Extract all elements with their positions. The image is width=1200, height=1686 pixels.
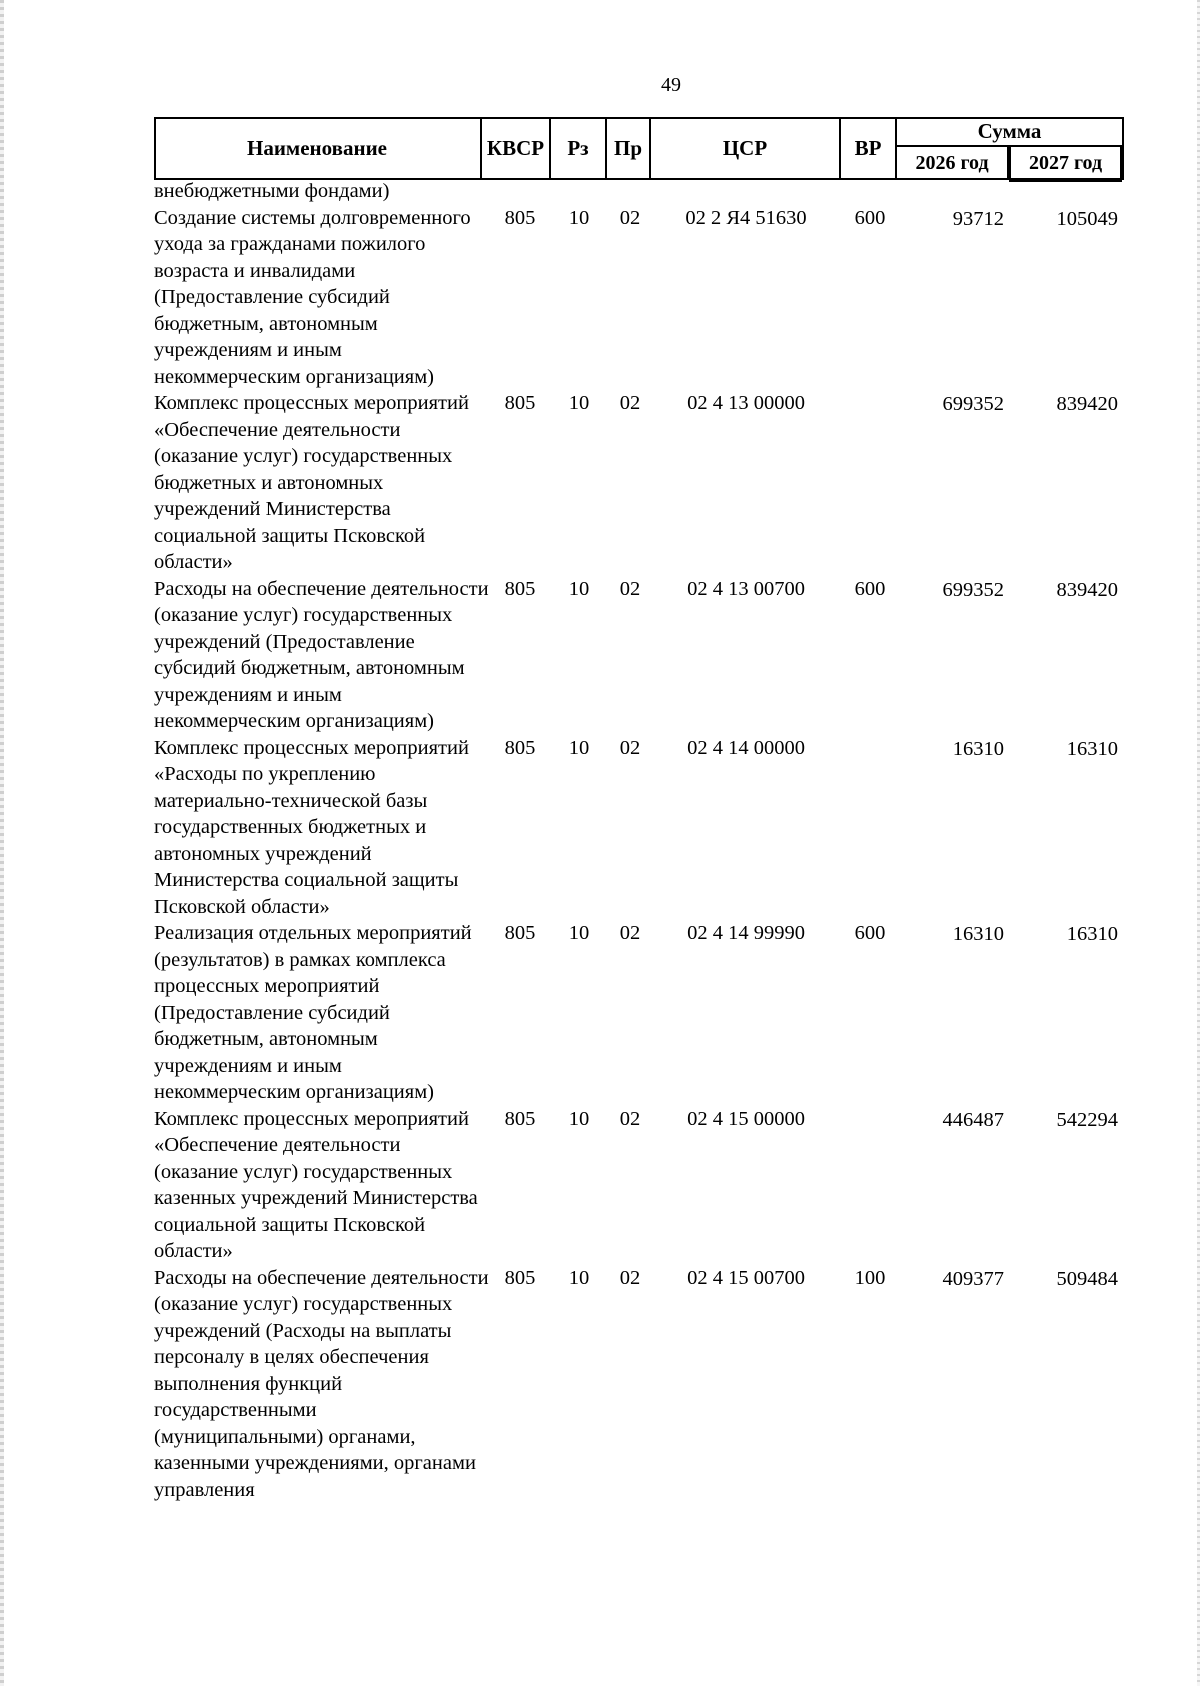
scan-edge-left [0, 0, 4, 1686]
row-csr: 02 4 15 00700 [687, 1266, 805, 1289]
row-kvsr: 805 [504, 922, 536, 944]
row-csr: 02 4 14 00000 [687, 736, 805, 759]
row-name: внебюджетными фондами) [154, 180, 390, 202]
row-vr: 600 [854, 577, 886, 600]
row-name: Создание системы долговременного ухода за гражданами пожилого возраста и инвалидами (Предоставление субсидий бюджетным, автономным учреждениям и иным некоммерческим организациям) [154, 206, 471, 388]
row-rz: 10 [568, 1107, 590, 1130]
row-kvsr: 805 [504, 577, 536, 600]
row-sum-2026: 16310 [952, 737, 1004, 760]
row-sum-2026: 16310 [952, 923, 1004, 945]
header-sum: Сумма [897, 117, 1122, 147]
row-pr: 02 [619, 1107, 641, 1130]
header-pr: Пр [607, 117, 651, 180]
row-rz: 10 [568, 736, 590, 759]
row-pr: 02 [619, 392, 641, 414]
row-name: Комплекс процессных мероприятий «Обеспечение деятельности (оказание услуг) государственных бюджетных и автономных учреждений Министерства социальной защиты Псковской области» [154, 392, 469, 573]
row-pr: 02 [619, 922, 641, 944]
row-pr: 02 [619, 206, 641, 229]
row-sum-2026: 699352 [942, 578, 1004, 601]
row-kvsr: 805 [504, 1107, 536, 1130]
row-sum-2026: 409377 [942, 1267, 1004, 1290]
row-name: Расходы на обеспечение деятельности (оказание услуг) государственных учреждений (Предоставление субсидий бюджетным, автономным учреждениям и иным некоммерческим организациям) [154, 577, 489, 732]
table-header [154, 117, 1124, 182]
header-csr: ЦСР [651, 117, 841, 180]
table-row [154, 205, 1124, 391]
header-rz: Рз [551, 117, 607, 180]
table-row [154, 1265, 1124, 1504]
row-sum-2026: 93712 [952, 207, 1004, 230]
header-year-2026: 2026 год [897, 147, 1009, 180]
row-rz: 10 [568, 392, 590, 414]
row-sum-2027: 16310 [1066, 737, 1118, 760]
row-kvsr: 805 [504, 736, 536, 759]
row-sum-2027: 839420 [1056, 578, 1118, 601]
header-name: Наименование [154, 117, 482, 180]
row-csr: 02 4 14 99990 [687, 922, 805, 944]
table-row [154, 390, 1124, 576]
row-pr: 02 [619, 736, 641, 759]
header-year-2027: 2027 год [1009, 147, 1122, 182]
row-vr: 600 [854, 922, 886, 944]
row-vr: 600 [854, 206, 886, 229]
row-sum-2027: 105049 [1056, 207, 1118, 230]
table-row [154, 178, 1124, 205]
row-rz: 10 [568, 577, 590, 600]
row-vr: 100 [854, 1266, 886, 1289]
row-csr: 02 4 13 00000 [687, 392, 805, 414]
row-csr: 02 4 15 00000 [687, 1107, 805, 1130]
row-pr: 02 [619, 577, 641, 600]
row-rz: 10 [568, 1266, 590, 1289]
row-name: Комплекс процессных мероприятий «Расходы по укреплению материально-технической базы государственных бюджетных и автономных учреждений Министерства социальной защиты Псковской области» [154, 736, 469, 918]
row-sum-2026: 446487 [942, 1108, 1004, 1131]
header-kvsr: КВСР [482, 117, 551, 180]
row-kvsr: 805 [504, 392, 536, 414]
row-csr: 02 4 13 00700 [687, 577, 805, 600]
row-name: Комплекс процессных мероприятий «Обеспечение деятельности (оказание услуг) государственных казенных учреждений Министерства социальной защиты Псковской области» [154, 1107, 478, 1262]
row-name: Реализация отдельных мероприятий (результатов) в рамках комплекса процессных мероприятий (Предоставление субсидий бюджетным, автономным учреждениям и иным некоммерческим организациям) [154, 922, 472, 1103]
table-body [154, 178, 1124, 1503]
page-number: 49 [661, 74, 681, 96]
row-sum-2027: 839420 [1056, 393, 1118, 415]
row-sum-2026: 699352 [942, 393, 1004, 415]
table-row [154, 735, 1124, 921]
row-rz: 10 [568, 206, 590, 229]
table-row [154, 1106, 1124, 1265]
row-kvsr: 805 [504, 1266, 536, 1289]
row-sum-2027: 509484 [1056, 1267, 1118, 1290]
table-row [154, 576, 1124, 735]
table-row [154, 920, 1124, 1106]
row-sum-2027: 16310 [1066, 923, 1118, 945]
row-kvsr: 805 [504, 206, 536, 229]
row-sum-2027: 542294 [1056, 1108, 1118, 1131]
row-rz: 10 [568, 922, 590, 944]
header-vr: ВР [841, 117, 897, 180]
row-pr: 02 [619, 1266, 641, 1289]
row-csr: 02 2 Я4 51630 [685, 206, 807, 229]
row-name: Расходы на обеспечение деятельности (оказание услуг) государственных учреждений (Расходы на выплаты персоналу в целях обеспечения выполнения функций государственными (муниципальными) органами, казенными учреждениями, органами управления [154, 1266, 489, 1501]
